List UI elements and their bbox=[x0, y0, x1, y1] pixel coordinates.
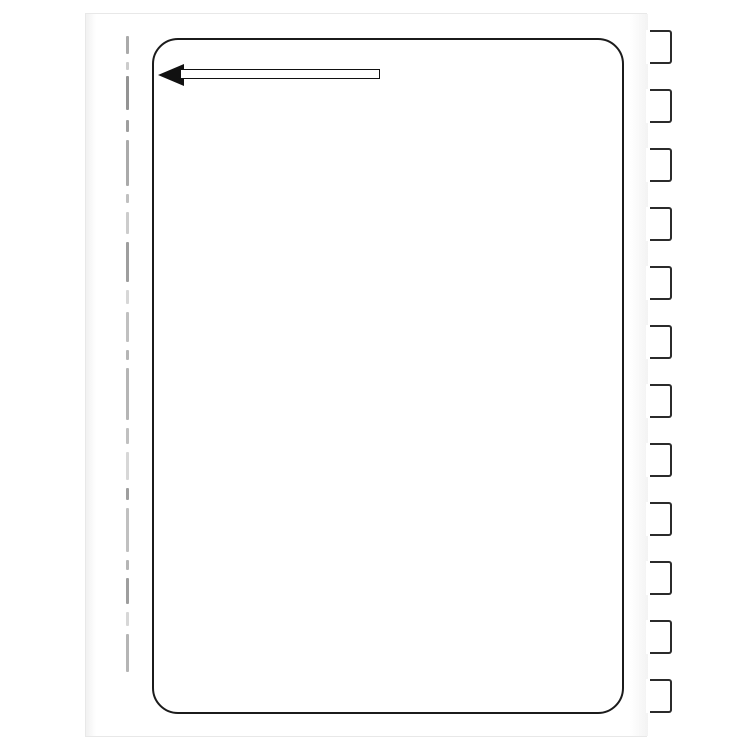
binder-punch-hole bbox=[648, 443, 672, 477]
binder-punch-hole bbox=[648, 30, 672, 64]
table-of-contents bbox=[186, 188, 562, 191]
binder-punch-hole bbox=[648, 620, 672, 654]
binder-punch-hole bbox=[648, 384, 672, 418]
binder-punch-hole bbox=[648, 679, 672, 713]
binder-punch-hole bbox=[648, 89, 672, 123]
left-arrow-icon bbox=[158, 64, 382, 86]
page-border-frame bbox=[152, 38, 624, 714]
binder-punch-hole bbox=[648, 561, 672, 595]
binder-punch-hole bbox=[648, 148, 672, 182]
binder-punch-hole bbox=[648, 266, 672, 300]
foldout-header bbox=[152, 58, 620, 92]
binder-punch-holes bbox=[646, 18, 690, 734]
binder-punch-hole bbox=[648, 325, 672, 359]
binder-punch-hole bbox=[648, 502, 672, 536]
scan-artifact-line bbox=[126, 36, 131, 676]
binder-punch-hole bbox=[648, 207, 672, 241]
scan-edge-left bbox=[86, 14, 96, 736]
